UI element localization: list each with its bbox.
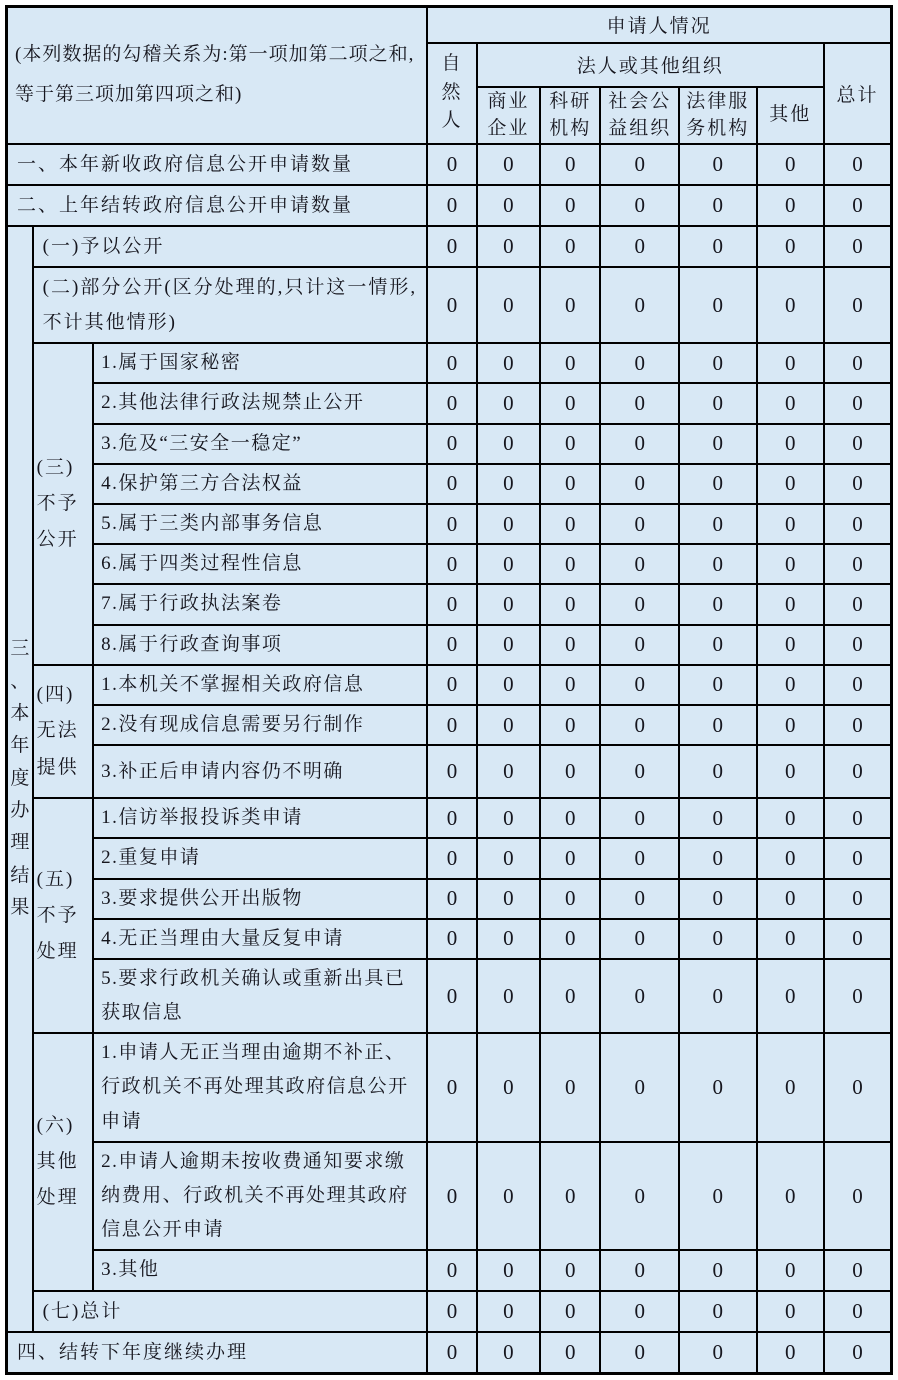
value-cell: 0 xyxy=(600,1142,679,1251)
value-cell: 0 xyxy=(427,185,476,226)
table-row xyxy=(7,1033,892,1142)
value-cell: 0 xyxy=(600,424,679,464)
value-cell: 0 xyxy=(824,838,892,878)
value-cell: 0 xyxy=(477,745,540,798)
value-cell: 0 xyxy=(477,226,540,267)
value-cell: 0 xyxy=(757,343,824,383)
value-cell: 0 xyxy=(427,383,476,423)
value-cell: 0 xyxy=(757,584,824,624)
row-label-third-party-rights: 4.保护第三方合法权益 xyxy=(93,464,427,504)
table-row xyxy=(7,919,892,959)
value-cell: 0 xyxy=(477,584,540,624)
row-label-duplicate-request: 2.重复申请 xyxy=(93,838,427,878)
row-label-info-not-held: 1.本机关不掌握相关政府信息 xyxy=(93,665,427,705)
value-cell: 0 xyxy=(477,504,540,544)
value-cell: 0 xyxy=(477,544,540,584)
value-cell: 0 xyxy=(540,144,600,185)
value-cell: 0 xyxy=(757,144,824,185)
header-social-welfare-org: 社会公益组织 xyxy=(600,87,679,144)
table-row xyxy=(7,879,892,919)
header-legal-service-org: 法律服务机构 xyxy=(679,87,757,144)
value-cell: 0 xyxy=(477,879,540,919)
value-cell: 0 xyxy=(824,879,892,919)
value-cell: 0 xyxy=(824,1142,892,1251)
checksum-note: (本列数据的勾稽关系为:第一项加第二项之和,等于第三项加第四项之和) xyxy=(7,7,428,144)
value-cell: 0 xyxy=(477,705,540,745)
value-cell: 0 xyxy=(757,226,824,267)
group-label-other-handling: (六)其他处理 xyxy=(33,1033,93,1290)
value-cell: 0 xyxy=(600,185,679,226)
value-cell: 0 xyxy=(477,665,540,705)
value-cell: 0 xyxy=(540,226,600,267)
value-cell: 0 xyxy=(679,343,757,383)
value-cell: 0 xyxy=(824,625,892,665)
value-cell: 0 xyxy=(824,1250,892,1290)
value-cell: 0 xyxy=(600,343,679,383)
header-applicant-situation: 申请人情况 xyxy=(427,7,891,43)
value-cell: 0 xyxy=(477,1142,540,1251)
table-row xyxy=(7,267,892,343)
value-cell: 0 xyxy=(757,383,824,423)
table-row xyxy=(7,1142,892,1251)
table-row xyxy=(7,838,892,878)
value-cell: 0 xyxy=(427,584,476,624)
value-cell: 0 xyxy=(679,383,757,423)
value-cell: 0 xyxy=(427,745,476,798)
row-label-enforcement-files: 7.属于行政执法案卷 xyxy=(93,584,427,624)
value-cell: 0 xyxy=(824,343,892,383)
row-label-section-total: (七)总计 xyxy=(33,1291,428,1332)
value-cell: 0 xyxy=(540,745,600,798)
value-cell: 0 xyxy=(477,838,540,878)
value-cell: 0 xyxy=(600,464,679,504)
value-cell: 0 xyxy=(757,745,824,798)
value-cell: 0 xyxy=(540,919,600,959)
row-label-administrative-inquiry: 8.属于行政查询事项 xyxy=(93,625,427,665)
table-row xyxy=(7,1250,892,1290)
value-cell: 0 xyxy=(600,584,679,624)
value-cell: 0 xyxy=(540,544,600,584)
value-cell: 0 xyxy=(600,1250,679,1290)
value-cell: 0 xyxy=(427,665,476,705)
value-cell: 0 xyxy=(600,504,679,544)
header-legal-or-other-org: 法人或其他组织 xyxy=(477,43,824,87)
value-cell: 0 xyxy=(427,544,476,584)
value-cell: 0 xyxy=(427,144,476,185)
row-label-new-requests: 一、本年新收政府信息公开申请数量 xyxy=(7,144,428,185)
value-cell: 0 xyxy=(757,1250,824,1290)
value-cell: 0 xyxy=(600,1332,679,1374)
value-cell: 0 xyxy=(600,665,679,705)
value-cell: 0 xyxy=(600,838,679,878)
table-row xyxy=(7,745,892,798)
value-cell: 0 xyxy=(477,144,540,185)
value-cell: 0 xyxy=(477,267,540,343)
value-cell: 0 xyxy=(600,1291,679,1332)
value-cell: 0 xyxy=(679,705,757,745)
value-cell: 0 xyxy=(477,919,540,959)
value-cell: 0 xyxy=(477,1291,540,1332)
value-cell: 0 xyxy=(427,1033,476,1142)
value-cell: 0 xyxy=(679,267,757,343)
value-cell: 0 xyxy=(540,1250,600,1290)
value-cell: 0 xyxy=(540,1332,600,1374)
value-cell: 0 xyxy=(824,1291,892,1332)
value-cell: 0 xyxy=(757,838,824,878)
value-cell: 0 xyxy=(540,798,600,838)
value-cell: 0 xyxy=(757,424,824,464)
value-cell: 0 xyxy=(824,185,892,226)
header-row-1 xyxy=(7,7,892,43)
row-label-process-info: 6.属于四类过程性信息 xyxy=(93,544,427,584)
row-label-confirm-or-reissue-info: 5.要求行政机关确认或重新出具已获取信息 xyxy=(93,959,427,1033)
row-label-still-unclear-after-correction: 3.补正后申请内容仍不明确 xyxy=(93,745,427,798)
value-cell: 0 xyxy=(679,464,757,504)
value-cell: 0 xyxy=(427,267,476,343)
table-row xyxy=(7,584,892,624)
row-label-carry-to-next-year: 四、结转下年度继续办理 xyxy=(7,1332,428,1374)
value-cell: 0 xyxy=(540,383,600,423)
table-row xyxy=(7,544,892,584)
value-cell: 0 xyxy=(600,798,679,838)
value-cell: 0 xyxy=(427,879,476,919)
value-cell: 0 xyxy=(679,1142,757,1251)
value-cell: 0 xyxy=(600,544,679,584)
value-cell: 0 xyxy=(540,1142,600,1251)
value-cell: 0 xyxy=(540,1291,600,1332)
value-cell: 0 xyxy=(679,798,757,838)
value-cell: 0 xyxy=(427,226,476,267)
value-cell: 0 xyxy=(824,424,892,464)
value-cell: 0 xyxy=(824,919,892,959)
value-cell: 0 xyxy=(477,959,540,1033)
header-commercial-enterprise: 商业企业 xyxy=(477,87,540,144)
table-row xyxy=(7,959,892,1033)
value-cell: 0 xyxy=(427,1332,476,1374)
value-cell: 0 xyxy=(600,705,679,745)
value-cell: 0 xyxy=(600,959,679,1033)
value-cell: 0 xyxy=(540,879,600,919)
value-cell: 0 xyxy=(540,705,600,745)
table-row xyxy=(7,185,892,226)
value-cell: 0 xyxy=(540,185,600,226)
value-cell: 0 xyxy=(679,665,757,705)
table-row xyxy=(7,343,892,383)
value-cell: 0 xyxy=(427,625,476,665)
table-row xyxy=(7,504,892,544)
value-cell: 0 xyxy=(600,383,679,423)
value-cell: 0 xyxy=(757,798,824,838)
value-cell: 0 xyxy=(679,1033,757,1142)
value-cell: 0 xyxy=(757,625,824,665)
value-cell: 0 xyxy=(824,267,892,343)
value-cell: 0 xyxy=(824,464,892,504)
value-cell: 0 xyxy=(477,625,540,665)
value-cell: 0 xyxy=(600,745,679,798)
value-cell: 0 xyxy=(679,1291,757,1332)
row-label-internal-affairs-info: 5.属于三类内部事务信息 xyxy=(93,504,427,544)
value-cell: 0 xyxy=(757,1033,824,1142)
value-cell: 0 xyxy=(679,879,757,919)
value-cell: 0 xyxy=(427,504,476,544)
value-cell: 0 xyxy=(824,544,892,584)
value-cell: 0 xyxy=(679,584,757,624)
value-cell: 0 xyxy=(477,1250,540,1290)
value-cell: 0 xyxy=(427,1291,476,1332)
row-label-unjustified-repeated-requests: 4.无正当理由大量反复申请 xyxy=(93,919,427,959)
value-cell: 0 xyxy=(824,504,892,544)
value-cell: 0 xyxy=(757,919,824,959)
value-cell: 0 xyxy=(600,919,679,959)
table-row xyxy=(7,424,892,464)
value-cell: 0 xyxy=(477,383,540,423)
value-cell: 0 xyxy=(540,1033,600,1142)
value-cell: 0 xyxy=(477,798,540,838)
value-cell: 0 xyxy=(824,584,892,624)
value-cell: 0 xyxy=(679,544,757,584)
group-label-not-processed: (五)不予处理 xyxy=(33,798,93,1033)
value-cell: 0 xyxy=(540,464,600,504)
value-cell: 0 xyxy=(540,665,600,705)
group-label-nondisclosure: (三)不予公开 xyxy=(33,343,93,665)
value-cell: 0 xyxy=(679,959,757,1033)
row-label-petition-complaint: 1.信访举报投诉类申请 xyxy=(93,798,427,838)
value-cell: 0 xyxy=(679,1332,757,1374)
value-cell: 0 xyxy=(757,544,824,584)
value-cell: 0 xyxy=(427,959,476,1033)
value-cell: 0 xyxy=(824,665,892,705)
value-cell: 0 xyxy=(679,144,757,185)
value-cell: 0 xyxy=(427,919,476,959)
row-label-public-publications: 3.要求提供公开出版物 xyxy=(93,879,427,919)
row-label-state-secret: 1.属于国家秘密 xyxy=(93,343,427,383)
value-cell: 0 xyxy=(427,464,476,504)
value-cell: 0 xyxy=(757,1332,824,1374)
table-row xyxy=(7,226,892,267)
table-row xyxy=(7,665,892,705)
table-row xyxy=(7,464,892,504)
value-cell: 0 xyxy=(824,144,892,185)
value-cell: 0 xyxy=(600,226,679,267)
value-cell: 0 xyxy=(540,343,600,383)
value-cell: 0 xyxy=(679,919,757,959)
table-row xyxy=(7,625,892,665)
value-cell: 0 xyxy=(757,185,824,226)
value-cell: 0 xyxy=(679,1250,757,1290)
table-row xyxy=(7,144,892,185)
value-cell: 0 xyxy=(477,424,540,464)
value-cell: 0 xyxy=(757,267,824,343)
header-total: 总计 xyxy=(824,43,892,144)
value-cell: 0 xyxy=(679,745,757,798)
value-cell: 0 xyxy=(757,705,824,745)
row-label-fee-not-paid: 2.申请人逾期未按收费通知要求缴纳费用、行政机关不再处理其政府信息公开申请 xyxy=(93,1142,427,1251)
value-cell: 0 xyxy=(679,838,757,878)
value-cell: 0 xyxy=(427,1142,476,1251)
value-cell: 0 xyxy=(824,226,892,267)
row-label-granted-disclosure: (一)予以公开 xyxy=(33,226,428,267)
row-label-no-correction-overdue: 1.申请人无正当理由逾期不补正、行政机关不再处理其政府信息公开申请 xyxy=(93,1033,427,1142)
row-label-no-existing-info: 2.没有现成信息需要另行制作 xyxy=(93,705,427,745)
disclosure-report-table xyxy=(5,5,893,1375)
value-cell: 0 xyxy=(540,625,600,665)
value-cell: 0 xyxy=(757,1291,824,1332)
value-cell: 0 xyxy=(757,1142,824,1251)
value-cell: 0 xyxy=(477,343,540,383)
row-label-other: 3.其他 xyxy=(93,1250,427,1290)
table-row xyxy=(7,798,892,838)
section-label-annual-results: 三、本年度办理结果 xyxy=(7,226,33,1332)
header-natural-person: 自然人 xyxy=(427,43,476,144)
value-cell: 0 xyxy=(600,1033,679,1142)
table-row xyxy=(7,383,892,423)
value-cell: 0 xyxy=(600,267,679,343)
value-cell: 0 xyxy=(824,705,892,745)
row-label-carried-over-requests: 二、上年结转政府信息公开申请数量 xyxy=(7,185,428,226)
value-cell: 0 xyxy=(824,1332,892,1374)
value-cell: 0 xyxy=(540,504,600,544)
value-cell: 0 xyxy=(540,959,600,1033)
value-cell: 0 xyxy=(679,226,757,267)
value-cell: 0 xyxy=(757,504,824,544)
value-cell: 0 xyxy=(824,959,892,1033)
header-research-institution: 科研机构 xyxy=(540,87,600,144)
value-cell: 0 xyxy=(824,1033,892,1142)
header-other-org: 其他 xyxy=(757,87,824,144)
value-cell: 0 xyxy=(427,705,476,745)
value-cell: 0 xyxy=(540,424,600,464)
value-cell: 0 xyxy=(824,798,892,838)
value-cell: 0 xyxy=(757,665,824,705)
value-cell: 0 xyxy=(477,464,540,504)
value-cell: 0 xyxy=(540,838,600,878)
row-label-endanger-safety-stability: 3.危及“三安全一稳定” xyxy=(93,424,427,464)
value-cell: 0 xyxy=(679,185,757,226)
value-cell: 0 xyxy=(757,464,824,504)
value-cell: 0 xyxy=(477,1332,540,1374)
value-cell: 0 xyxy=(427,798,476,838)
row-label-partial-disclosure: (二)部分公开(区分处理的,只计这一情形,不计其他情形) xyxy=(33,267,428,343)
table-row xyxy=(7,1332,892,1374)
value-cell: 0 xyxy=(427,838,476,878)
value-cell: 0 xyxy=(600,625,679,665)
value-cell: 0 xyxy=(757,959,824,1033)
value-cell: 0 xyxy=(427,343,476,383)
value-cell: 0 xyxy=(427,424,476,464)
value-cell: 0 xyxy=(679,424,757,464)
value-cell: 0 xyxy=(824,383,892,423)
value-cell: 0 xyxy=(824,745,892,798)
group-label-unable-to-provide: (四)无法提供 xyxy=(33,665,93,798)
value-cell: 0 xyxy=(600,879,679,919)
value-cell: 0 xyxy=(427,1250,476,1290)
table-row xyxy=(7,705,892,745)
value-cell: 0 xyxy=(540,584,600,624)
value-cell: 0 xyxy=(477,1033,540,1142)
value-cell: 0 xyxy=(679,504,757,544)
value-cell: 0 xyxy=(757,879,824,919)
value-cell: 0 xyxy=(600,144,679,185)
value-cell: 0 xyxy=(679,625,757,665)
value-cell: 0 xyxy=(540,267,600,343)
table-row xyxy=(7,1291,892,1332)
value-cell: 0 xyxy=(477,185,540,226)
row-label-prohibited-by-law: 2.其他法律行政法规禁止公开 xyxy=(93,383,427,423)
